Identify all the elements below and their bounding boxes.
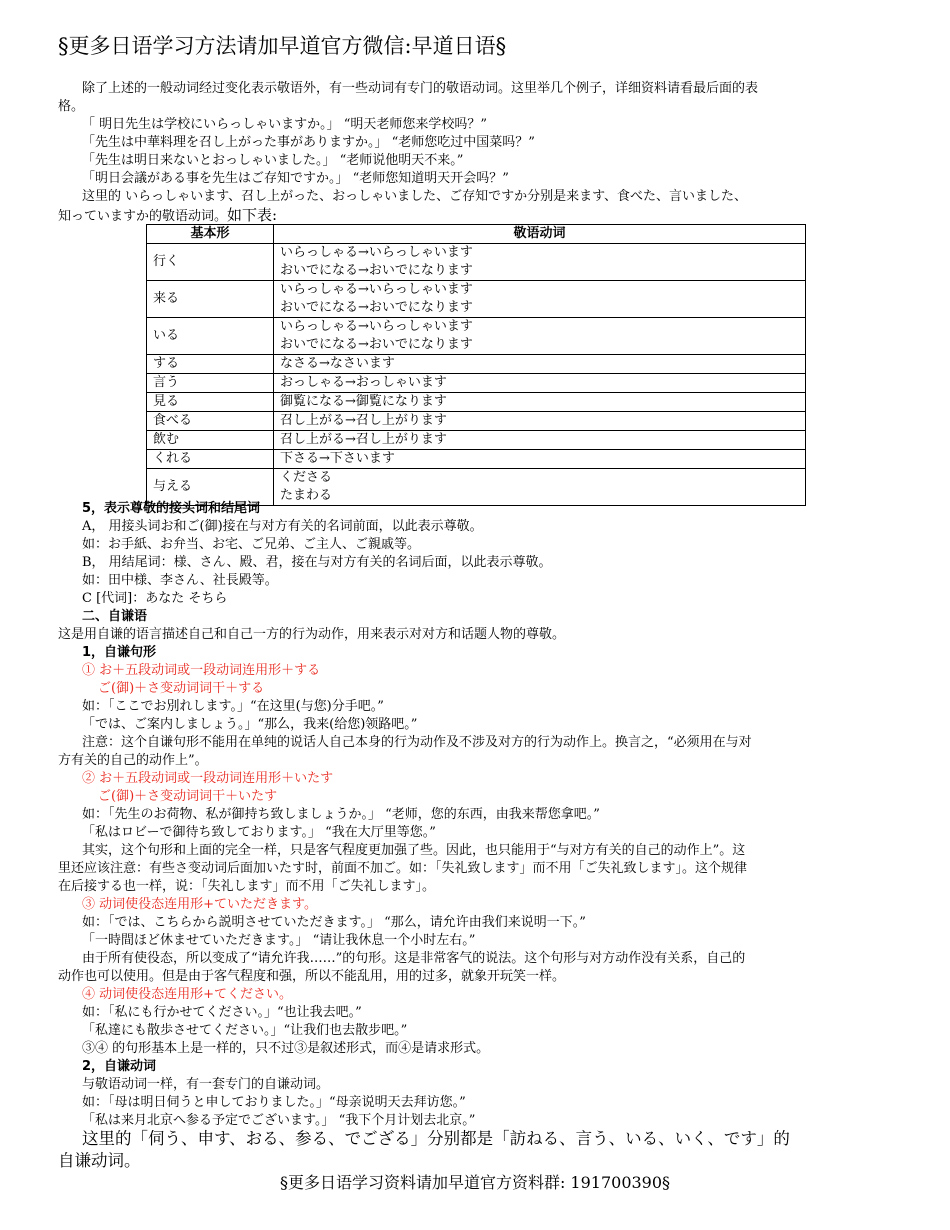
intro-paragraph-cont: 格。	[58, 99, 85, 114]
pattern-3: ③ 动词使役态连用形+ていただきます。	[82, 897, 317, 912]
honorific-cell	[274, 244, 806, 281]
example-sentence: 「先生は明日来ないとおっしゃいました。」 “老师说他明天不来。”	[82, 153, 464, 168]
pattern-1-alt: ご(御)＋さ变动词词干＋する	[98, 681, 265, 696]
section-heading: 二、自谦语	[82, 609, 148, 624]
explanation-paragraph: 这里的 いらっしゃいます、召し上がった、おっしゃいました、ご存知ですか分别是来ます、食べた、言いました、	[82, 189, 748, 204]
page-header: §更多日语学习方法请加早道官方微信:早道日语§	[58, 34, 507, 58]
honorific-cell: なさる→なさいます	[274, 355, 806, 374]
page-footer: §更多日语学习资料请加早道官方资料群: 191700390§	[279, 1173, 671, 1192]
pattern-4: ④ 动词使役态连用形+てください。	[82, 987, 293, 1002]
base-form-cell: 与える	[147, 469, 274, 506]
example-sentence: 如：「私にも行かせてください。」“也让我去吧。”	[82, 1005, 362, 1020]
table-row	[147, 431, 806, 450]
example-sentence: 如：「ここでお別れします。」“在这里(与您)分手吧。”	[82, 699, 384, 714]
explanation-paragraph-cont	[58, 206, 277, 226]
table-row	[147, 244, 806, 281]
honorific-cell: おっしゃる→おっしゃいます	[274, 374, 806, 393]
base-form-cell: 飲む	[147, 431, 274, 450]
rule-c: C [代词]：あなた そちら	[82, 591, 228, 606]
base-form-cell: する	[147, 355, 274, 374]
honorific-form: いらっしゃる→いらっしゃいます	[280, 245, 473, 260]
rule-b-example: 如：田中様、李さん、社長殿等。	[82, 573, 278, 588]
explanation-text: 知っていますか的敬语动词。	[58, 209, 228, 224]
example-sentence: 「明日会議がある事を先生はご存知ですか。」 “老师您知道明天开会吗？”	[82, 171, 509, 186]
base-form-cell: いる	[147, 318, 274, 355]
honorific-cell	[274, 318, 806, 355]
honorific-cell: 召し上がる→召し上がります	[274, 431, 806, 450]
conclusion-paragraph-cont: 自谦动词。	[58, 1151, 141, 1170]
section-heading: 5，表示尊敬的接头词和结尾词	[82, 501, 261, 516]
honorific-cell: 召し上がる→召し上がります	[274, 412, 806, 431]
honorific-form: いらっしゃる→いらっしゃいます	[280, 282, 473, 297]
honorific-verb-table	[146, 224, 806, 506]
base-form-cell: 言う	[147, 374, 274, 393]
example-sentence: 如：「母は明日伺うと申しておりました。」“母亲说明天去拜访您。”	[82, 1095, 466, 1110]
table-row	[147, 393, 806, 412]
note-paragraph-cont: 在后接する也一样，说：「失礼します」而不用「ご失礼します」。	[58, 879, 436, 894]
subsection-description: 与敬语动词一样，有一套专门的自谦动词。	[82, 1077, 330, 1092]
pattern-2-alt: ご(御)＋さ变动词词干＋いたす	[98, 789, 278, 804]
rule-b: B， 用结尾词：様、さん、殿、君，接在与对方有关的名词后面，以此表示尊敬。	[82, 555, 552, 570]
base-form-cell: 行く	[147, 244, 274, 281]
example-sentence: 「一時間ほど休ませていただきます。」 “请让我休息一个小时左右。”	[82, 933, 476, 948]
example-sentence: 「私は来月北京へ参る予定でございます。」 “我下个月计划去北京。”	[82, 1113, 476, 1128]
base-form-cell: 食べる	[147, 412, 274, 431]
pattern-2: ② お＋五段动词或一段动词连用形＋いたす	[82, 771, 334, 786]
table-row	[147, 355, 806, 374]
example-sentence: 「私はロビーで御待ち致しております。」 “我在大厅里等您。”	[82, 825, 436, 840]
base-form-cell: 来る	[147, 281, 274, 318]
example-sentence: 「私達にも散歩させてください。」“让我们也去散步吧。”	[82, 1023, 408, 1038]
subsection-heading: 2，自谦动词	[82, 1059, 157, 1074]
base-form-cell: くれる	[147, 450, 274, 469]
example-sentence: 「では、ご案内しましょう。」“那么，我来(给您)领路吧。”	[82, 717, 418, 732]
honorific-form: おいでになる→おいでになります	[280, 300, 473, 315]
example-sentence: 如：「では、こちらから説明させていただきます。」 “那么，请允许由我们来说明一下。”	[82, 915, 586, 930]
honorific-form: くださる	[280, 470, 333, 485]
example-sentence: 「 明日先生は学校にいらっしゃいますか。」 “明天老师您来学校吗？”	[82, 117, 488, 132]
note-paragraph: ③④ 的句形基本上是一样的，只不过③是叙述形式，而④是请求形式。	[82, 1041, 490, 1056]
honorific-cell	[274, 469, 806, 506]
note-paragraph-cont: 动作也可以使用。但是由于客气程度和强，所以不能乱用，用的过多，就象开玩笑一样。	[58, 969, 566, 984]
table-header-row	[147, 225, 806, 244]
rule-a: A， 用接头词お和ご(御)接在与对方有关的名词前面，以此表示尊敬。	[82, 519, 483, 534]
column-header-honorific-verb: 敬语动词	[274, 225, 806, 244]
subsection-heading: 1，自谦句形	[82, 645, 157, 660]
table-row	[147, 318, 806, 355]
note-paragraph-cont: 里还应该注意：有些さ变动词后面加いたす时，前面不加ご。如：「失礼致します」而不用「ご失礼致します」。这个规律	[58, 861, 748, 876]
honorific-form: おいでになる→おいでになります	[280, 263, 473, 278]
note-paragraph: 注意：这个自谦句形不能用在单纯的说话人自己本身的行为动作及不涉及对方的行为动作上。换言之，“必须用在与对	[82, 735, 752, 750]
note-paragraph: 其实，这个句形和上面的完全一样，只是客气程度更加强了些。因此，也只能用于“与对方有关的自己的动作上”。这	[82, 843, 746, 858]
honorific-form: いらっしゃる→いらっしゃいます	[280, 319, 473, 334]
note-paragraph-cont: 方有关的自己的动作上”。	[58, 753, 208, 768]
honorific-cell: 下さる→下さいます	[274, 450, 806, 469]
conclusion-paragraph: 这里的「伺う、申す、おる、参る、でござる」分别都是「訪ねる、言う、いる、いく、です」的	[82, 1129, 790, 1148]
section-description: 这是用自谦的语言描述自己和自己一方的行为动作，用来表示对对方和话题人物的尊敬。	[58, 627, 566, 642]
honorific-form: おいでになる→おいでになります	[280, 337, 473, 352]
table-row	[147, 374, 806, 393]
column-header-base-form: 基本形	[147, 225, 274, 244]
table-intro-text: 如下表:	[227, 206, 278, 224]
intro-paragraph: 除了上述的一般动词经过变化表示敬语外，有一些动词有专门的敬语动词。这里举几个例子，详细资料请看最后面的表	[82, 81, 759, 96]
example-sentence: 如：「先生のお荷物、私が御持ち致しましょうか。」 “老师，您的东西，由我来帮您拿吧。”	[82, 807, 600, 822]
honorific-cell: 御覧になる→御覧になります	[274, 393, 806, 412]
pattern-1: ① お＋五段动词或一段动词连用形＋する	[82, 663, 321, 678]
table-row	[147, 450, 806, 469]
table-row	[147, 281, 806, 318]
table-row	[147, 412, 806, 431]
base-form-cell: 見る	[147, 393, 274, 412]
example-sentence: 「先生は中華料理を召し上がった事がありますか。」 “老师您吃过中国菜吗？”	[82, 135, 535, 150]
rule-a-example: 如：お手紙、お弁当、お宅、ご兄弟、ご主人、ご親戚等。	[82, 537, 421, 552]
honorific-form: たまわる	[280, 488, 333, 503]
honorific-cell	[274, 281, 806, 318]
note-paragraph: 由于所有使役态，所以变成了“请允许我……”的句形。这是非常客气的说法。这个句形与对方动作没有关系，自己的	[82, 951, 746, 966]
